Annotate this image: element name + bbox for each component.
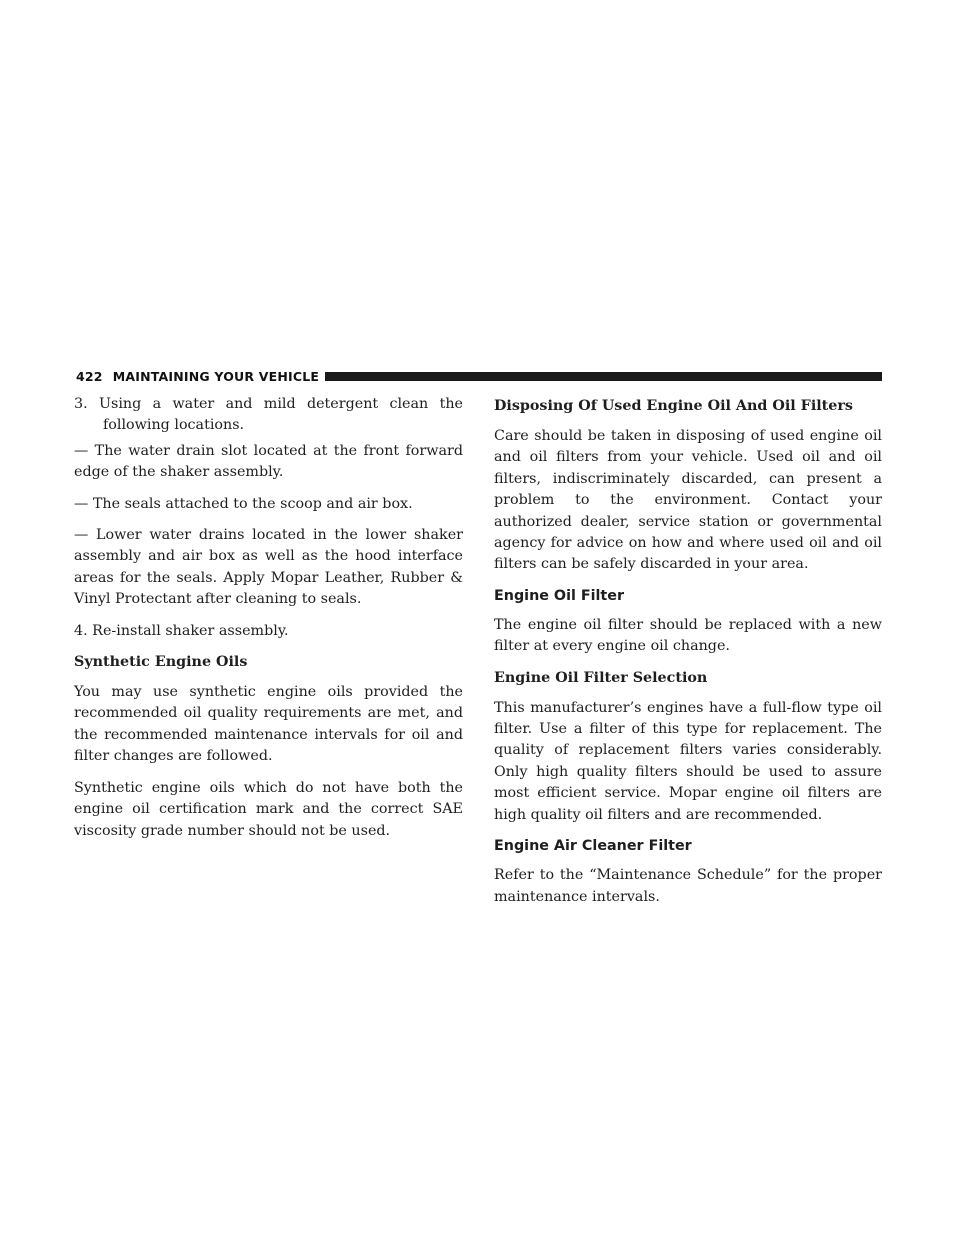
section-title: MAINTAINING YOUR VEHICLE (112, 368, 320, 384)
drain-slot-item: — The water drain slot located at the front forward edge of the shaker assembly. (74, 442, 463, 481)
page-header (76, 367, 882, 385)
seals-item: — The seals attached to the scoop and air box. (74, 495, 413, 512)
oil-filter-heading: Engine Oil Filter (494, 587, 625, 604)
air-cleaner-heading: Engine Air Cleaner Filter (494, 838, 692, 855)
right-column (494, 394, 882, 918)
step-3: 3. Using a water and mild detergent clean the following locations. (74, 396, 463, 434)
synthetic-oils-paragraph-1: You may use synthetic engine oils provided the recommended oil quality requirements are met, and the recommended maintenance intervals for oil and filter changes are followed. (74, 684, 463, 765)
air-cleaner-paragraph: Refer to the “Maintenance Schedule” for the proper maintenance intervals. (494, 867, 882, 905)
header-rule (325, 372, 882, 381)
step-4: 4. Re-install shaker assembly. (74, 622, 289, 639)
disposing-heading: Disposing Of Used Engine Oil And Oil Filters (494, 398, 853, 414)
lower-drains-item: — Lower water drains located in the lower shaker assembly and air box as well as the hood interface areas for the seals. Apply Mopar Leather, Rubber & Vinyl Protectant after cleaning to seals. (74, 527, 463, 608)
page-number: 422 (76, 368, 103, 384)
synthetic-oils-paragraph-2: Synthetic engine oils which do not have both the engine oil certification mark and the correct SAE viscosity grade number should not be used. (74, 779, 463, 839)
left-column (74, 394, 463, 852)
filter-selection-paragraph: This manufacturer’s engines have a full-flow type oil filter. Use a filter of this type for replacement. The quality of replacement filters varies considerably. Only high quality filters should be used to assure most efficient service. Mopar engine oil filters are high quality oil filters and are recommended. (494, 699, 882, 823)
disposing-paragraph: Care should be taken in disposing of used engine oil and oil filters from your vehicle. Used oil and oil filters, indiscriminately discarded, can present a problem to the environment. Contact your authorized dealer, service station or governmental agency for advice on how and where used oil and oil filters can be safely discarded in your area. (494, 428, 882, 573)
synthetic-oils-heading: Synthetic Engine Oils (74, 654, 248, 671)
filter-selection-heading: Engine Oil Filter Selection (494, 669, 708, 686)
oil-filter-paragraph: The engine oil filter should be replaced with a new filter at every engine oil change. (494, 616, 882, 655)
